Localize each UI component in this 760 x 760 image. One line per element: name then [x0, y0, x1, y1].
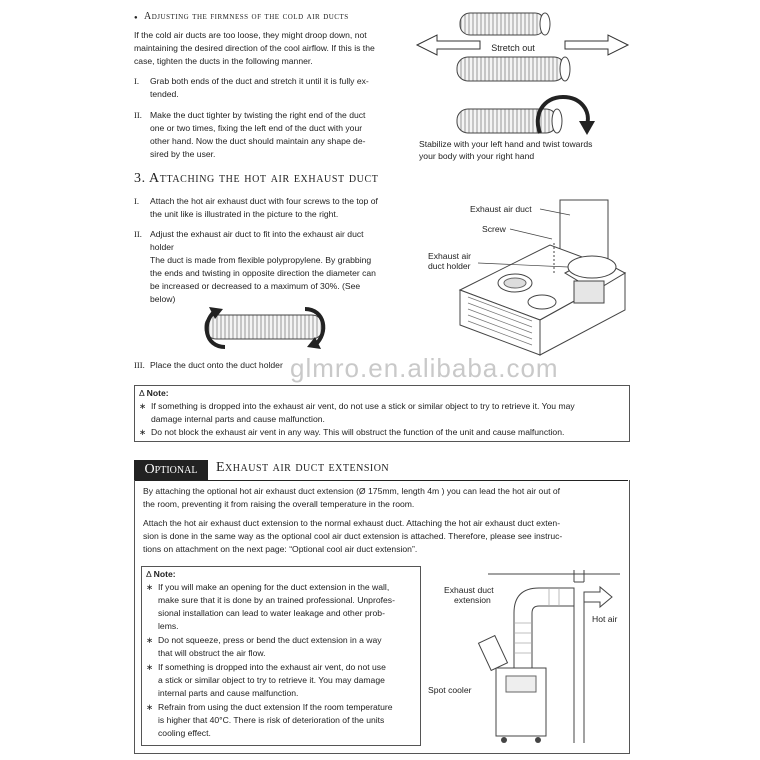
holder-label-2: duct holder: [428, 261, 471, 271]
exhaust-unit-figure: [420, 195, 635, 360]
note-item: Do not block the exhaust air vent in any way. This will obstruct the function of the unit and cause malfunction.: [151, 427, 565, 437]
hot-air-label: Hot air: [592, 614, 618, 624]
star-icon: ∗: [139, 401, 147, 411]
screw-label: Screw: [482, 224, 506, 234]
star-icon: ∗: [139, 427, 147, 437]
note-title: Δ Note:: [139, 388, 169, 398]
exhaust-duct-label: Exhaust air duct: [470, 204, 532, 214]
star-icon: ∗: [146, 702, 154, 712]
duct-twist-figure: [195, 303, 335, 353]
optional-title: Exhaust air duct extension: [216, 460, 390, 475]
optional-para-2: Attach the hot air exhaust duct extension to the normal exhaust duct. Attaching the hot air exhaust duct exten- sion is done in the same way as the optional cool air duct extension is attached. Therefore, please see instruc- tions on attachment on the next page: “Optional cool air duct extension”.: [143, 518, 563, 554]
ext-label-1: Exhaust duct: [444, 585, 494, 595]
twist-caption-1: Stabilize with your left hand and twist towards: [419, 139, 593, 149]
note-item: Refrain from using the duct extension If the room temperature is higher that 40°C. There is risk of deterioration of the units cooling effect.: [158, 702, 393, 738]
note-item: Do not squeeze, press or bend the duct extension in a way that will obstruct the air flow.: [158, 635, 382, 658]
optional-tag: Optional: [134, 460, 208, 480]
bullet-icon: ●: [134, 15, 138, 21]
duct-extension-figure: [424, 568, 624, 748]
exhaust-heading: 3. Attaching the hot air exhaust duct: [134, 171, 379, 186]
note-item: If you will make an opening for the duct extension in the wall, make sure that it is done by an trained professional. Unprofes- sional installation can lead to water leakage and other prob- lems.: [158, 582, 395, 631]
star-icon: ∗: [146, 582, 154, 592]
twist-caption-2: your body with your right hand: [419, 151, 535, 161]
stretch-out-label: Stretch out: [491, 43, 535, 53]
ext-label-2: extension: [454, 595, 491, 605]
star-icon: ∗: [146, 635, 154, 645]
note-box-exhaust: [134, 385, 630, 442]
note-item: If something is dropped into the exhaust air vent, do not use a stick or similar object to try to retrieve it. You may damage internal parts and cause malfunction.: [151, 401, 575, 424]
warning-delta-icon: Δ: [139, 388, 145, 398]
warning-delta-icon: Δ: [146, 569, 152, 579]
star-icon: ∗: [146, 662, 154, 672]
adjust-heading: ● Adjusting the firmness of the cold air ducts: [134, 11, 349, 22]
adjust-intro: If the cold air ducts are too loose, they might droop down, not maintaining the desired direction of the cool airflow. If this is the case, tighten the ducts in the following manner.: [134, 30, 375, 66]
holder-label-1: Exhaust air: [428, 251, 471, 261]
note-box-extension: [141, 566, 421, 746]
note-item: If something is dropped into the exhaust air vent, do not use a stick or similar object to try to retrieve it. You may damage internal parts and cause malfunction.: [158, 662, 386, 698]
spot-cooler-label: Spot cooler: [428, 685, 472, 695]
note-title: Δ Note:: [146, 569, 176, 579]
watermark: glmro.en.alibaba.com: [290, 353, 559, 383]
optional-para-1: By attaching the optional hot air exhaust duct extension (Ø 175mm, length 4m ) you can lead the hot air out of the room, preventing it from raising the overall temperature in the room.: [143, 486, 561, 509]
duct-stretch-figure: [415, 5, 630, 165]
